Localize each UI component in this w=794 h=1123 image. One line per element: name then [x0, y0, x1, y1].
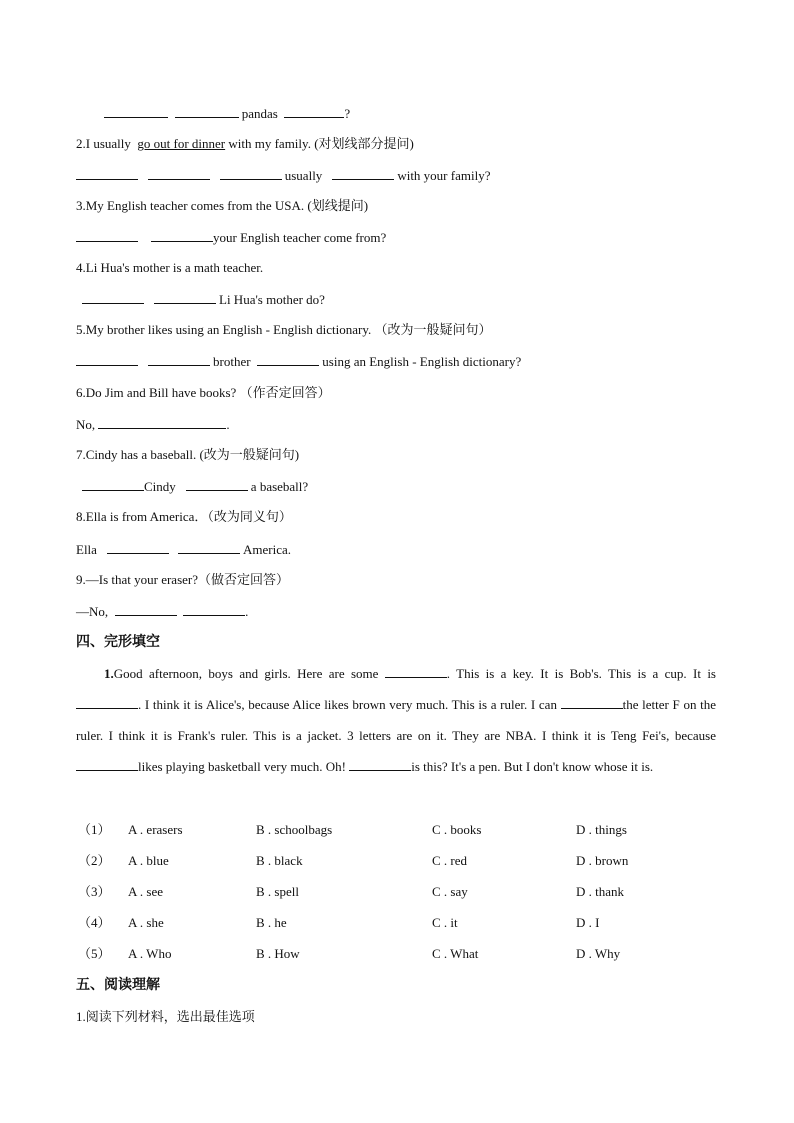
section5-title: 五、阅读理解: [76, 977, 160, 993]
q3-answer-end: your English teacher come from?: [213, 230, 387, 245]
option-a[interactable]: A . she: [128, 915, 164, 930]
q4-answer-end: Li Hua's mother do?: [219, 292, 325, 307]
answer-blank[interactable]: [104, 104, 168, 118]
answer-blank[interactable]: [148, 352, 210, 366]
option-b[interactable]: B . spell: [256, 884, 299, 899]
answer-blank[interactable]: [154, 290, 216, 304]
answer-blank[interactable]: [76, 166, 138, 180]
answer-blank[interactable]: [82, 290, 144, 304]
q6-question: 6.Do Jim and Bill have books? （作否定回答）: [76, 385, 331, 400]
option-b[interactable]: B . black: [256, 853, 303, 868]
option-a[interactable]: A . blue: [128, 853, 169, 868]
q9-answer-line: [76, 602, 248, 621]
q5-question: 5.My brother likes using an English - English dictionary. （改为一般疑问句）: [76, 322, 492, 337]
cloze-text-5: likes playing basketball very much. Oh!: [138, 759, 350, 774]
cloze-blank-3[interactable]: [561, 695, 623, 709]
cloze-passage: [76, 658, 716, 782]
q3-question: 3.My English teacher comes from the USA. (划线提问): [76, 198, 369, 213]
option-b[interactable]: B . schoolbags: [256, 822, 333, 837]
q7-answer-line: [82, 477, 308, 496]
cloze-number: 1.: [104, 666, 114, 681]
option-num: （3）: [78, 884, 111, 899]
answer-blank[interactable]: [151, 228, 213, 242]
q8-answer-end: America.: [242, 542, 291, 557]
q9-answer-start: —No,: [76, 604, 109, 619]
answer-blank[interactable]: [332, 166, 394, 180]
answer-blank[interactable]: [148, 166, 210, 180]
answer-blank[interactable]: [257, 352, 319, 366]
answer-blank[interactable]: [82, 477, 144, 491]
q1-answer-line: [104, 104, 350, 123]
q2-answer-end: with your family?: [397, 168, 491, 183]
option-d[interactable]: D . things: [576, 822, 627, 837]
q2-question: [76, 135, 414, 153]
q8-answer-start: Ella: [76, 542, 97, 557]
option-d[interactable]: D . brown: [576, 853, 629, 868]
q6-answer-start: No,: [76, 417, 96, 432]
section4-title: 四、完形填空: [76, 634, 160, 650]
q5-answer-mid: brother: [213, 354, 251, 369]
q1-end: ?: [344, 106, 351, 121]
cloze-text-3: . I think it is Alice's, because Alice likes brown very much. This is a ruler. I can: [138, 697, 561, 712]
option-c[interactable]: C . books: [432, 822, 482, 837]
cloze-blank-5[interactable]: [349, 757, 411, 771]
option-c[interactable]: C . say: [432, 884, 468, 899]
q6-answer-end: .: [226, 417, 230, 432]
answer-blank[interactable]: [107, 540, 169, 554]
q8-answer-line: [76, 540, 291, 559]
option-b[interactable]: B . he: [256, 915, 287, 930]
q1-word: pandas: [241, 106, 278, 121]
option-b[interactable]: B . How: [256, 946, 300, 961]
answer-blank[interactable]: [178, 540, 240, 554]
q2-post: with my family. (对划线部分提问): [225, 136, 414, 151]
answer-blank[interactable]: [115, 602, 177, 616]
option-c[interactable]: C . it: [432, 915, 458, 930]
option-num: （5）: [78, 946, 111, 961]
option-c[interactable]: C . What: [432, 946, 479, 961]
q7-answer-end: a baseball?: [250, 479, 309, 494]
cloze-blank-2[interactable]: [76, 695, 138, 709]
q2-answer-line: [76, 166, 490, 185]
q3-answer-line: [76, 228, 386, 247]
option-num: （1）: [78, 822, 111, 837]
cloze-text-6: is this? It's a pen. But I don't know whose it is.: [411, 759, 654, 774]
cloze-text-1: Good afternoon, boys and girls. Here are some: [113, 666, 385, 681]
answer-blank[interactable]: [175, 104, 239, 118]
q7-answer-mid: Cindy: [144, 479, 176, 494]
q9-question: 9.—Is that your eraser?（做否定回答）: [76, 572, 290, 587]
q9-answer-end: .: [245, 604, 249, 619]
option-a[interactable]: A . erasers: [128, 822, 183, 837]
option-d[interactable]: D . I: [576, 915, 600, 930]
cloze-blank-1[interactable]: [385, 664, 447, 678]
q7-question: 7.Cindy has a baseball. (改为一般疑问句): [76, 447, 300, 462]
answer-blank[interactable]: [98, 415, 226, 429]
answer-blank[interactable]: [284, 104, 344, 118]
q5-answer-line: [76, 352, 521, 371]
q4-answer-line: [82, 290, 325, 309]
answer-blank[interactable]: [76, 352, 138, 366]
q5-answer-end: using an English - English dictionary?: [322, 354, 522, 369]
cloze-blank-4[interactable]: [76, 757, 138, 771]
q4-question: 4.Li Hua's mother is a math teacher.: [76, 260, 264, 275]
answer-blank[interactable]: [186, 477, 248, 491]
cloze-text-2: . This is a key. It is Bob's. This is a cup. It is: [446, 666, 716, 681]
answer-blank[interactable]: [76, 228, 138, 242]
q2-pre: 2.I usually: [76, 136, 135, 151]
q2-answer-mid: usually: [284, 168, 323, 183]
option-num: （2）: [78, 853, 111, 868]
q8-question: 8.Ella is from America．（改为同义句）: [76, 509, 292, 524]
option-c[interactable]: C . red: [432, 853, 468, 868]
option-d[interactable]: D . thank: [576, 884, 625, 899]
answer-blank[interactable]: [220, 166, 282, 180]
option-num: （4）: [78, 915, 111, 930]
option-a[interactable]: A . Who: [128, 946, 172, 961]
section5-instruction: 1.阅读下列材料，选出最佳选项: [76, 1009, 255, 1024]
option-a[interactable]: A . see: [128, 884, 164, 899]
option-d[interactable]: D . Why: [576, 946, 621, 961]
q2-underlined: go out for dinner: [137, 136, 226, 151]
answer-blank[interactable]: [183, 602, 245, 616]
q6-answer-line: [76, 415, 230, 434]
cloze-text-4: the letter F on the ruler. I think it is Frank's ruler. This is a jacket. 3 letters are on it. They are NBA. I think it is Teng Fei's, because: [76, 697, 716, 743]
